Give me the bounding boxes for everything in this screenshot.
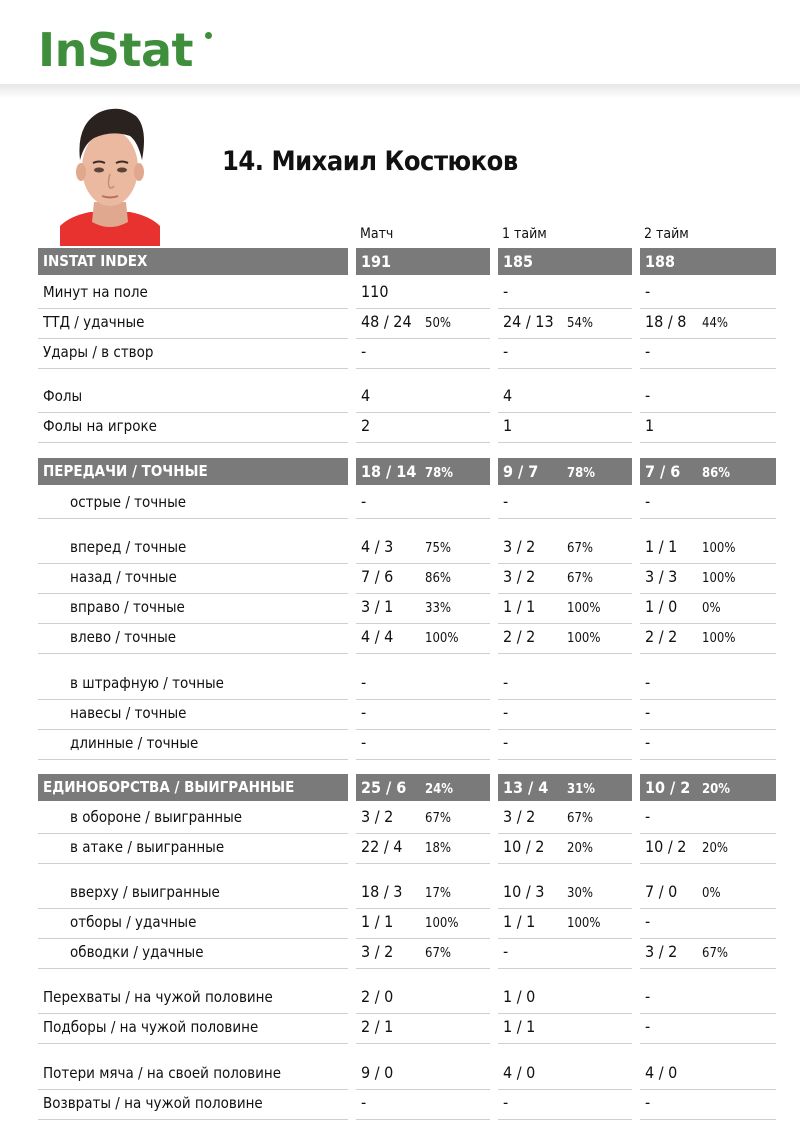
percent: 100% (702, 571, 736, 586)
row-label: Минут на поле (43, 283, 148, 301)
value-cell-match (356, 593, 490, 624)
table-row (0, 488, 800, 518)
value-cell-half2 (640, 563, 776, 594)
value: 10 / 2 (503, 837, 545, 856)
value: - (645, 703, 651, 722)
value-cell-half2 (640, 623, 776, 654)
value: - (645, 342, 651, 361)
row-label: ЕДИНОБОРСТВА / ВЫИГРАННЫЕ (43, 778, 295, 796)
value: 48 / 24 (361, 312, 412, 331)
table-row (0, 908, 800, 938)
value-cell-match (356, 338, 490, 369)
column-header-half2: 2 тайм (644, 226, 689, 242)
value: 7 / 0 (645, 882, 678, 901)
value: 22 / 4 (361, 837, 403, 856)
row-label: в штрафную / точные (70, 674, 224, 692)
value-cell-half1 (498, 278, 632, 309)
row-label: острые / точные (70, 493, 187, 511)
value-cell-match (356, 382, 490, 413)
value-cell-match (356, 278, 490, 309)
value-cell-match (356, 699, 490, 730)
value: - (503, 942, 509, 961)
value: - (645, 987, 651, 1006)
percent: 67% (425, 946, 451, 961)
value-cell-half1 (498, 382, 632, 413)
percent: 24% (425, 782, 453, 797)
value: - (645, 492, 651, 511)
row-label: длинные / точные (70, 734, 199, 752)
value: - (503, 733, 509, 752)
value: - (503, 673, 509, 692)
value: 25 / 6 (361, 778, 407, 797)
percent: 30% (567, 886, 593, 901)
table-row (0, 593, 800, 623)
table-row (0, 563, 800, 593)
section-header-row (0, 456, 800, 486)
value-cell-half2 (640, 488, 776, 519)
percent: 20% (702, 841, 728, 856)
value: 10 / 3 (503, 882, 545, 901)
value: - (503, 1093, 509, 1112)
value: 1 (503, 416, 513, 435)
value: - (361, 703, 367, 722)
table-row (0, 533, 800, 563)
header-divider (0, 84, 800, 98)
value: 2 / 1 (361, 1017, 394, 1036)
value-cell-match (356, 774, 490, 801)
percent: 20% (567, 841, 593, 856)
row-label: в обороне / выигранные (70, 808, 243, 826)
value: 2 / 0 (361, 987, 394, 1006)
value-cell-half1 (498, 563, 632, 594)
percent: 67% (567, 541, 593, 556)
table-row (0, 1089, 800, 1119)
value-cell-half1 (498, 533, 632, 564)
row-label: вправо / точные (70, 598, 185, 616)
header (0, 0, 800, 88)
value-cell-match (356, 878, 490, 909)
value-cell-half2 (640, 938, 776, 969)
value: 4 / 0 (503, 1063, 536, 1082)
value: 9 / 7 (503, 462, 539, 481)
value: 1 / 1 (503, 597, 536, 616)
table-row (0, 412, 800, 442)
value-cell-half2 (640, 248, 776, 275)
value: - (361, 1093, 367, 1112)
value-cell-half2 (640, 412, 776, 443)
table-row (0, 1013, 800, 1043)
value-cell-match (356, 308, 490, 339)
row-label: Потери мяча / на своей половине (43, 1064, 282, 1082)
percent: 100% (425, 631, 459, 646)
value: 1 / 0 (503, 987, 536, 1006)
value: 7 / 6 (361, 567, 394, 586)
value-cell-match (356, 938, 490, 969)
value: 4 (361, 386, 371, 405)
table-row (0, 1059, 800, 1089)
value: 1 / 0 (645, 597, 678, 616)
value: - (645, 282, 651, 301)
value: - (361, 673, 367, 692)
value: 9 / 0 (361, 1063, 394, 1082)
value-cell-half1 (498, 833, 632, 864)
row-label: назад / точные (70, 568, 177, 586)
value: 3 / 2 (645, 942, 678, 961)
value-cell-half2 (640, 593, 776, 624)
value-cell-half2 (640, 382, 776, 413)
table-row (0, 308, 800, 338)
value: 4 / 4 (361, 627, 394, 646)
value: - (645, 673, 651, 692)
table-row (0, 803, 800, 833)
value: 18 / 14 (361, 462, 417, 481)
percent: 0% (702, 601, 721, 616)
value: - (645, 912, 651, 931)
value-cell-half1 (498, 774, 632, 801)
percent: 75% (425, 541, 451, 556)
value-cell-half1 (498, 938, 632, 969)
value: 13 / 4 (503, 778, 549, 797)
table-row (0, 833, 800, 863)
value-cell-half1 (498, 248, 632, 275)
value: 3 / 3 (645, 567, 678, 586)
percent: 100% (567, 601, 601, 616)
value: 2 / 2 (645, 627, 678, 646)
value: 3 / 2 (503, 567, 536, 586)
value: 4 / 3 (361, 537, 394, 556)
row-label: Подборы / на чужой половине (43, 1018, 259, 1036)
value-cell-half1 (498, 803, 632, 834)
value-cell-match (356, 412, 490, 443)
percent: 100% (702, 631, 736, 646)
section-header-row (0, 772, 800, 802)
percent: 67% (702, 946, 728, 961)
value: 110 (361, 282, 389, 301)
value-cell-half1 (498, 699, 632, 730)
percent: 86% (702, 466, 730, 481)
value: - (503, 703, 509, 722)
percent: 67% (567, 811, 593, 826)
value-cell-match (356, 803, 490, 834)
value: 1 / 1 (503, 912, 536, 931)
value: 3 / 2 (503, 537, 536, 556)
value-cell-half1 (498, 669, 632, 700)
row-label: Удары / в створ (43, 343, 154, 361)
value: 1 / 1 (503, 1017, 536, 1036)
percent: 20% (702, 782, 730, 797)
value-cell-half1 (498, 878, 632, 909)
percent: 100% (567, 631, 601, 646)
value-cell-half2 (640, 774, 776, 801)
logo-dot-icon (205, 32, 212, 39)
value-cell-match (356, 248, 490, 275)
row-label: Фолы на игроке (43, 417, 157, 435)
value-cell-half2 (640, 729, 776, 760)
value: 18 / 3 (361, 882, 403, 901)
percent: 100% (702, 541, 736, 556)
value: 1 (645, 416, 655, 435)
value: 2 / 2 (503, 627, 536, 646)
percent: 54% (567, 316, 593, 331)
value-cell-half2 (640, 1089, 776, 1120)
value: - (645, 386, 651, 405)
value-cell-match (356, 533, 490, 564)
value: 10 / 2 (645, 837, 687, 856)
value-cell-half2 (640, 338, 776, 369)
value: - (645, 807, 651, 826)
table-row (0, 938, 800, 968)
percent: 0% (702, 886, 721, 901)
player-name: 14. Михаил Костюков (222, 146, 518, 177)
value-cell-half2 (640, 908, 776, 939)
percent: 44% (702, 316, 728, 331)
value: 1 / 1 (645, 537, 678, 556)
value-cell-match (356, 1059, 490, 1090)
value: - (645, 1093, 651, 1112)
value-cell-half2 (640, 308, 776, 339)
value-cell-half1 (498, 1013, 632, 1044)
row-label: вперед / точные (70, 538, 187, 556)
table-row (0, 278, 800, 308)
value-cell-half2 (640, 983, 776, 1014)
column-header-match: Матч (360, 226, 394, 242)
value-cell-match (356, 458, 490, 485)
table-row (0, 669, 800, 699)
value-cell-half2 (640, 533, 776, 564)
value-cell-match (356, 488, 490, 519)
percent: 31% (567, 782, 595, 797)
percent: 100% (425, 916, 459, 931)
value: 1 / 1 (361, 912, 394, 931)
value-cell-half1 (498, 308, 632, 339)
value-cell-match (356, 669, 490, 700)
value-cell-half2 (640, 699, 776, 730)
value: - (503, 282, 509, 301)
value: 185 (503, 252, 534, 271)
table-row (0, 878, 800, 908)
percent: 67% (425, 811, 451, 826)
percent: 50% (425, 316, 451, 331)
value-cell-half2 (640, 803, 776, 834)
value: 4 / 0 (645, 1063, 678, 1082)
percent: 18% (425, 841, 451, 856)
value-cell-match (356, 1013, 490, 1044)
value: - (503, 492, 509, 511)
value: 24 / 13 (503, 312, 554, 331)
percent: 33% (425, 601, 451, 616)
value: 4 (503, 386, 513, 405)
value: 3 / 2 (361, 807, 394, 826)
row-label: обводки / удачные (70, 943, 204, 961)
value-cell-half1 (498, 412, 632, 443)
value-cell-half2 (640, 278, 776, 309)
table-row (0, 729, 800, 759)
instat-logo: InStat (38, 23, 194, 77)
value: - (361, 342, 367, 361)
player-photo (60, 98, 160, 246)
percent: 78% (425, 466, 453, 481)
value-cell-half1 (498, 488, 632, 519)
table-row (0, 983, 800, 1013)
table-row (0, 338, 800, 368)
percent: 78% (567, 466, 595, 481)
value: 7 / 6 (645, 462, 681, 481)
value: 3 / 2 (361, 942, 394, 961)
value: 3 / 2 (503, 807, 536, 826)
value-cell-half2 (640, 833, 776, 864)
row-label: влево / точные (70, 628, 177, 646)
value-cell-half1 (498, 983, 632, 1014)
row-label: Перехваты / на чужой половине (43, 988, 273, 1006)
value-cell-match (356, 833, 490, 864)
value-cell-match (356, 729, 490, 760)
value-cell-half2 (640, 458, 776, 485)
value: 191 (361, 252, 392, 271)
value: - (503, 342, 509, 361)
value-cell-half1 (498, 908, 632, 939)
row-label: Возвраты / на чужой половине (43, 1094, 263, 1112)
value-cell-half2 (640, 1013, 776, 1044)
row-label: ПЕРЕДАЧИ / ТОЧНЫЕ (43, 462, 208, 480)
percent: 17% (425, 886, 451, 901)
value: 188 (645, 252, 676, 271)
value: 3 / 1 (361, 597, 394, 616)
row-label: в атаке / выигранные (70, 838, 225, 856)
row-label: INSTAT INDEX (43, 252, 148, 270)
value: - (645, 733, 651, 752)
table-row (0, 382, 800, 412)
row-label: Фолы (43, 387, 83, 405)
row-label: навесы / точные (70, 704, 187, 722)
value-cell-half1 (498, 593, 632, 624)
value-cell-half1 (498, 1059, 632, 1090)
value-cell-match (356, 623, 490, 654)
column-header-half1: 1 тайм (502, 226, 547, 242)
value-cell-match (356, 908, 490, 939)
percent: 67% (567, 571, 593, 586)
value-cell-half2 (640, 669, 776, 700)
row-label: вверху / выигранные (70, 883, 220, 901)
table-row (0, 623, 800, 653)
value-cell-half1 (498, 458, 632, 485)
row-label: ТТД / удачные (43, 313, 145, 331)
section-header-row (0, 246, 800, 276)
percent: 100% (567, 916, 601, 931)
percent: 86% (425, 571, 451, 586)
value-cell-half1 (498, 623, 632, 654)
label-cell (38, 382, 348, 413)
player-portrait-icon (60, 98, 160, 246)
value-cell-match (356, 1089, 490, 1120)
value: 10 / 2 (645, 778, 691, 797)
value: - (361, 492, 367, 511)
value-cell-match (356, 983, 490, 1014)
value-cell-half2 (640, 1059, 776, 1090)
value: - (361, 733, 367, 752)
row-label: отборы / удачные (70, 913, 197, 931)
value: - (645, 1017, 651, 1036)
value-cell-half1 (498, 1089, 632, 1120)
value-cell-half1 (498, 338, 632, 369)
value-cell-half1 (498, 729, 632, 760)
value: 2 (361, 416, 371, 435)
value: 18 / 8 (645, 312, 687, 331)
value-cell-match (356, 563, 490, 594)
table-row (0, 699, 800, 729)
value-cell-half2 (640, 878, 776, 909)
